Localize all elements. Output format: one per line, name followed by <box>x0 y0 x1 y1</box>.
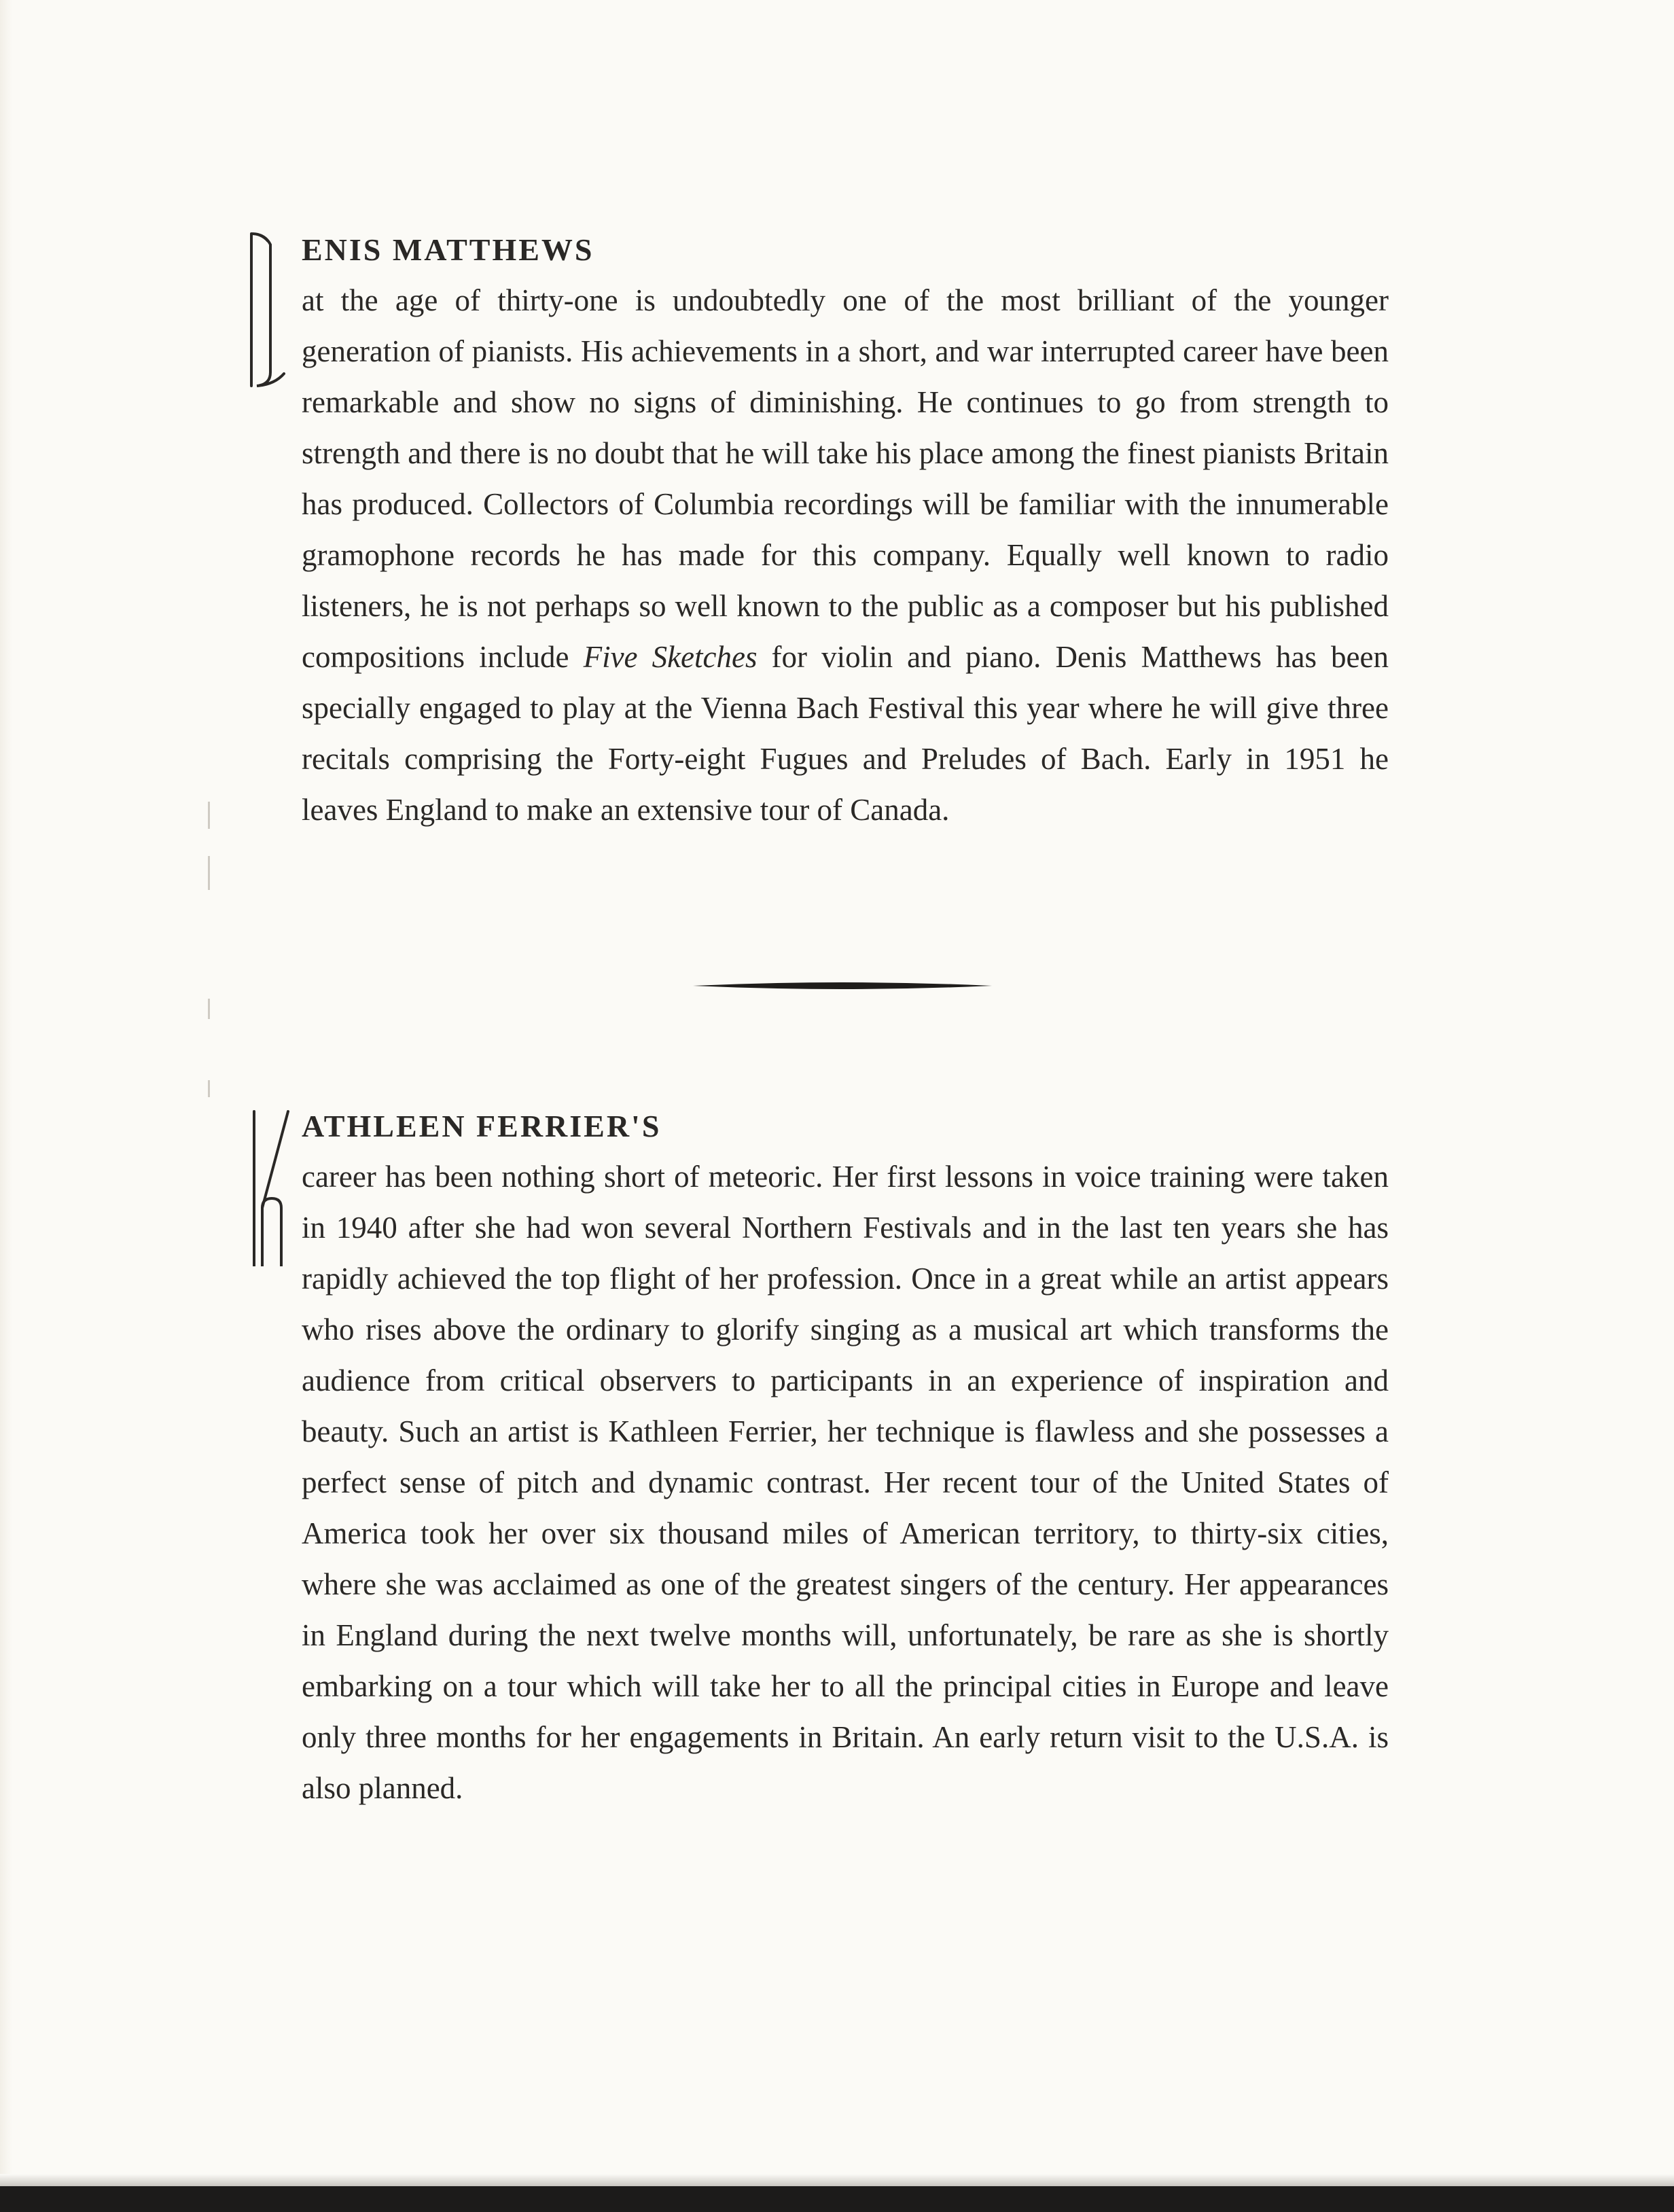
initial-k-glyph <box>247 1106 295 1266</box>
section-paragraph: career has been nothing short of meteoric. Her first lessons in voice training were taken in 1940 after she had won several Northern Festivals and in the last ten years she has rapidly achieved the top flight of her profession. Once in a great while an artist appears who rises above the ordinary to glorify singing as a musical art which transforms the audience from critical observers to participants in an experience of inspiration and beauty. Such an artist is Kathleen Ferrier, her technique is flawless and she possesses a perfect sense of pitch and dynamic contrast. Her recent tour of the United States of America took her over six thousand miles of American territory, to thirty-six cities, where she was acclaimed as one of the greatest singers of the century. Her appearances in England during the next twelve months will, unfortunately, be rare as she is shortly embarking on a tour which will take her to all the principal cities in Europe and leave only three months for her engagements in Britain. An early return visit to the U.S.A. is also planned. <box>302 1160 1389 1805</box>
margin-mark <box>208 999 210 1019</box>
paragraph-text-continued: for violin and piano. Denis Matthews has been specially engaged to play at the Vienna Bach Festival this year where he will give three recitals comprising the Forty-eight Fugues and Preludes of Bach. Early in 1951 he leaves England to make an extensive tour of Canada. <box>302 640 1389 827</box>
decorative-initial-d <box>247 230 295 390</box>
scan-edge-bottom <box>0 2186 1674 2212</box>
section-paragraph <box>302 275 1389 836</box>
paragraph-text: at the age of thirty-one is undoubtedly one of the most brilliant of the younger generation of pianists. His achievements in a short, and war interrupted career have been remarkable and show no signs of diminishing. He continues to go from strength to strength and there is no doubt that he will take his place among the finest pianists Britain has produced. Collectors of Columbia recordings will be familiar with the innumerable gramophone records he has made for this company. Equally well known to radio listeners, he is not perhaps so well known to the public as a composer but his published compositions include <box>302 283 1389 674</box>
section-kathleen-ferrier <box>302 1101 1389 1814</box>
divider-rule <box>693 980 992 991</box>
decorative-initial-k <box>247 1106 295 1266</box>
initial-d-glyph <box>247 230 295 390</box>
ornamental-divider <box>693 980 992 991</box>
margin-mark <box>208 1080 210 1097</box>
italic-title: Five Sketches <box>583 640 758 674</box>
section-denis-matthews <box>302 224 1389 836</box>
margin-mark <box>208 802 210 829</box>
margin-mark <box>208 856 210 890</box>
section-heading: ATHLEEN FERRIER'S <box>302 1109 662 1143</box>
scan-edge-bottom-fade <box>0 2174 1674 2186</box>
scan-edge-left <box>0 0 12 2212</box>
section-heading: ENIS MATTHEWS <box>302 232 594 267</box>
